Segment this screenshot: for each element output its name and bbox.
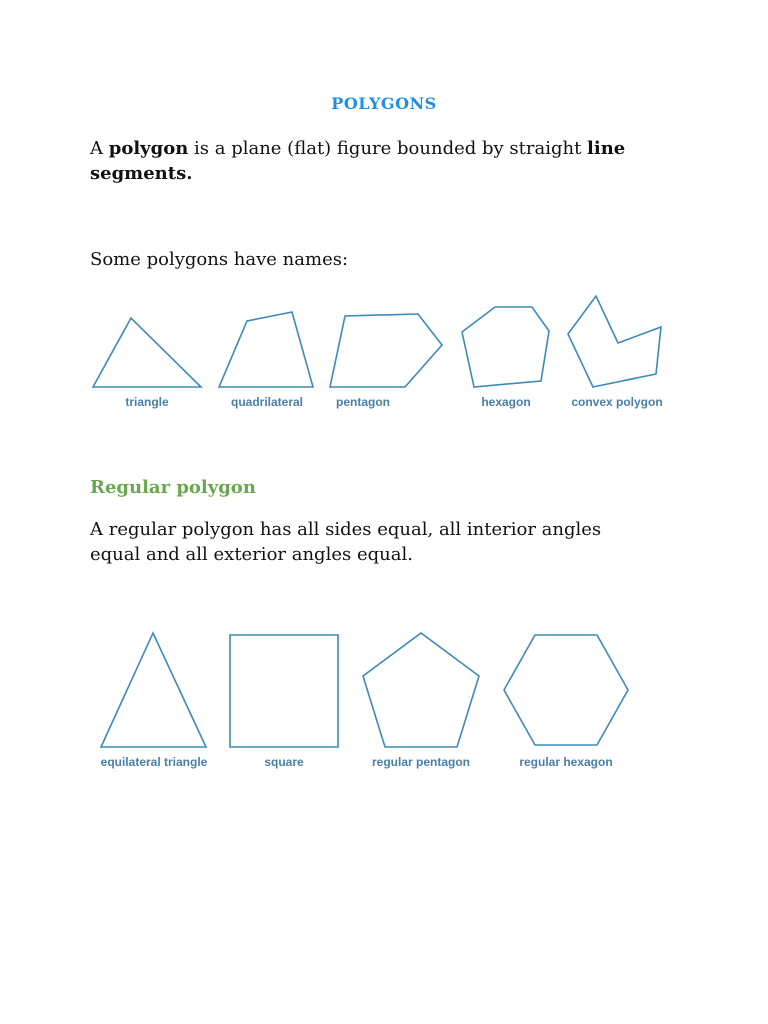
label-quadrilateral: quadrilateral	[230, 395, 304, 409]
label-triangle: triangle	[125, 395, 169, 409]
page-title: POLYGONS	[331, 94, 437, 113]
definition-text-2: is a plane (flat) figure bounded by straight	[188, 138, 588, 159]
label-square: square	[264, 755, 304, 769]
regular-pentagon-shape	[363, 633, 479, 747]
named-polygons-figure	[0, 290, 768, 420]
definition-text-1: A	[90, 138, 109, 159]
names-intro: Some polygons have names:	[90, 249, 349, 270]
label-convex-polygon: convex polygon	[571, 395, 663, 409]
regular-polygon-definition: A regular polygon has all sides equal, all interior angles equal and all exterior angles equal.	[90, 519, 602, 565]
label-pentagon: pentagon	[336, 395, 390, 409]
quadrilateral-shape	[219, 312, 313, 387]
equilateral-triangle-shape	[101, 633, 206, 747]
regular-polygons-figure	[0, 625, 768, 775]
label-regular-pentagon: regular pentagon	[371, 755, 471, 769]
convex-polygon-shape	[568, 296, 661, 387]
hexagon-shape	[462, 307, 549, 387]
label-equilateral-triangle: equilateral triangle	[100, 755, 208, 769]
label-hexagon: hexagon	[481, 395, 531, 409]
triangle-shape	[93, 318, 201, 387]
polygon-definition	[90, 136, 690, 186]
label-regular-hexagon: regular hexagon	[519, 755, 613, 769]
regular-polygon-heading: Regular polygon	[90, 477, 256, 498]
definition-bold-polygon: polygon	[108, 138, 189, 159]
regular-hexagon-shape	[504, 635, 628, 745]
square-shape	[230, 635, 338, 747]
definition-bold-line-segments: line segments.	[90, 138, 626, 184]
pentagon-shape	[330, 314, 442, 387]
